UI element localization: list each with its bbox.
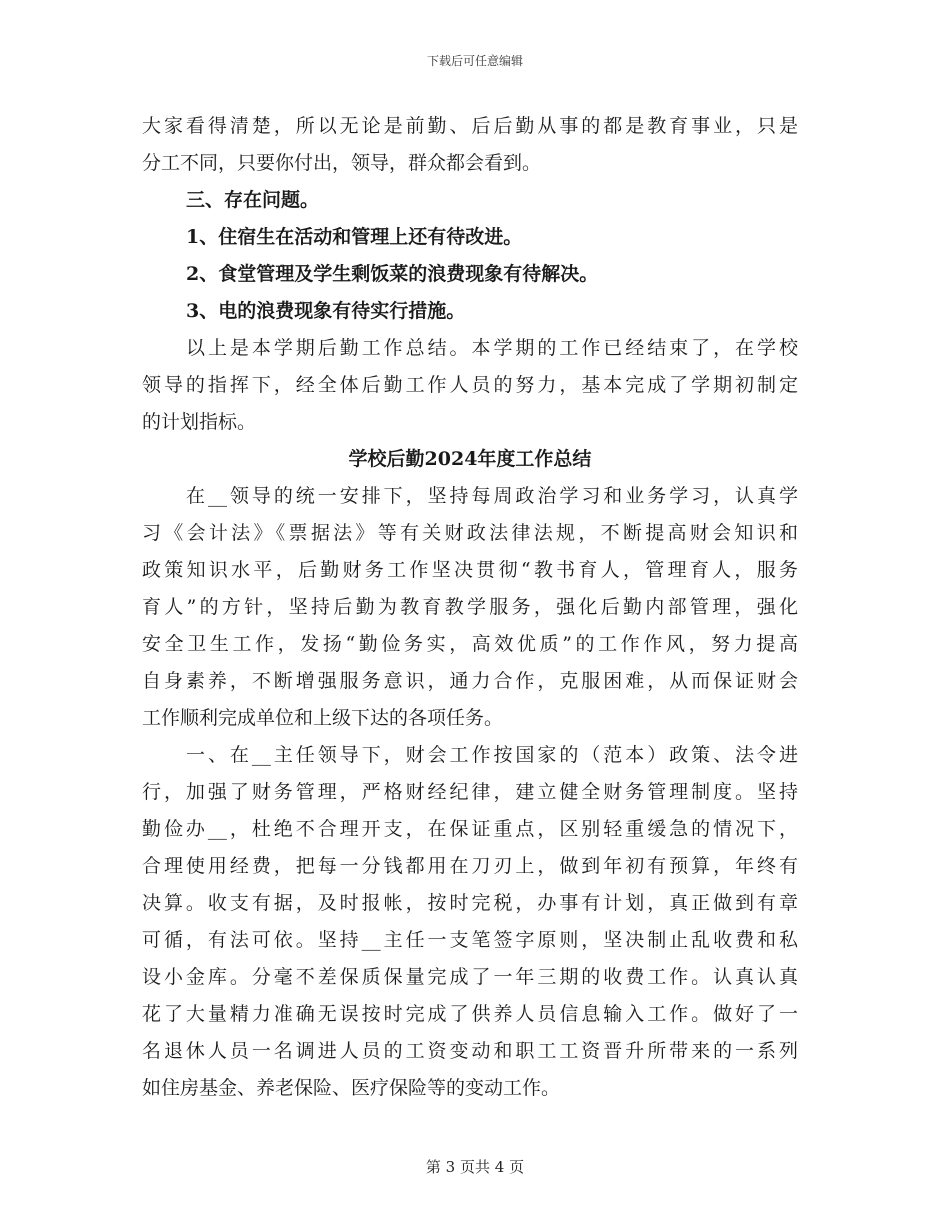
paragraph-line: 分工不同，只要你付出，领导，群众都会看到。 [142,152,542,174]
paragraph-line: 政策知识水平，后勤财务工作坚决贯彻“教书育人，管理育人，服务 [142,559,798,581]
paragraph-line: 名退休人员一名调进人员的工资变动和职工工资晋升所带来的一系列 [142,1040,798,1062]
problem-item: 2、食堂管理及学生剩饭菜的浪费现象有待解决。 [186,263,599,285]
paragraph-line: 工作顺利完成单位和上级下达的各项任务。 [142,707,504,729]
paragraph-line: 花了大量精力准确无误按时完成了供养人员信息输入工作。做好了一 [142,1003,798,1025]
page-number: 第 3 页共 4 页 [425,1158,525,1176]
document-body [142,108,798,1107]
paragraph-line: 行，加强了财务管理，严格财经纪律，建立健全财务管理制度。坚持 [142,781,798,803]
paragraph-line: 育人”的方针，坚持后勤为教育教学服务，强化后勤内部管理，强化 [142,596,798,618]
paragraph-line: 一、在__主任领导下，财会工作按国家的（范本）政策、法令进 [186,744,798,766]
paragraph-line: 以上是本学期后勤工作总结。本学期的工作已经结束了，在学校 [186,337,798,359]
paragraph-line: 决算。收支有据，及时报帐，按时完税，办事有计划，真正做到有章 [142,892,798,914]
paragraph-line: 自身素养，不断增强服务意识，通力合作，克服困难，从而保证财会 [142,670,798,692]
page-header: 下载后可任意编辑 [426,54,523,68]
paragraph-line: 大家看得清楚，所以无论是前勤、后后勤从事的都是教育事业，只是 [142,115,798,137]
paragraph-line: 的计划指标。 [142,411,257,433]
paragraph-line: 习《会计法》《票据法》等有关财政法律法规，不断提高财会知识和 [142,522,798,544]
section-heading: 三、存在问题。 [186,189,320,211]
paragraph-line: 安全卫生工作，发扬“勤俭务实，高效优质”的工作作风，努力提高 [142,633,798,655]
paragraph-line: 如住房基金、养老保险、医疗保险等的变动工作。 [142,1077,561,1099]
paragraph-line: 勤俭办__，杜绝不合理开支，在保证重点，区别轻重缓急的情况下， [142,818,798,840]
paragraph-line: 可循，有法可依。坚持__主任一支笔签字原则，坚决制止乱收费和私 [142,929,798,951]
problem-item: 3、电的浪费现象有待实行措施。 [186,300,466,322]
paragraph-line: 设小金库。分毫不差保质保量完成了一年三期的收费工作。认真认真 [142,966,798,988]
document-title: 学校后勤2024年度工作总结 [348,448,592,470]
paragraph-line: 领导的指挥下，经全体后勤工作人员的努力，基本完成了学期初制定 [142,374,798,396]
paragraph-line: 合理使用经费，把每一分钱都用在刀刃上，做到年初有预算，年终有 [142,855,798,877]
paragraph-line: 在__领导的统一安排下，坚持每周政治学习和业务学习，认真学 [186,485,798,507]
problem-item: 1、住宿生在活动和管理上还有待改进。 [186,226,523,248]
